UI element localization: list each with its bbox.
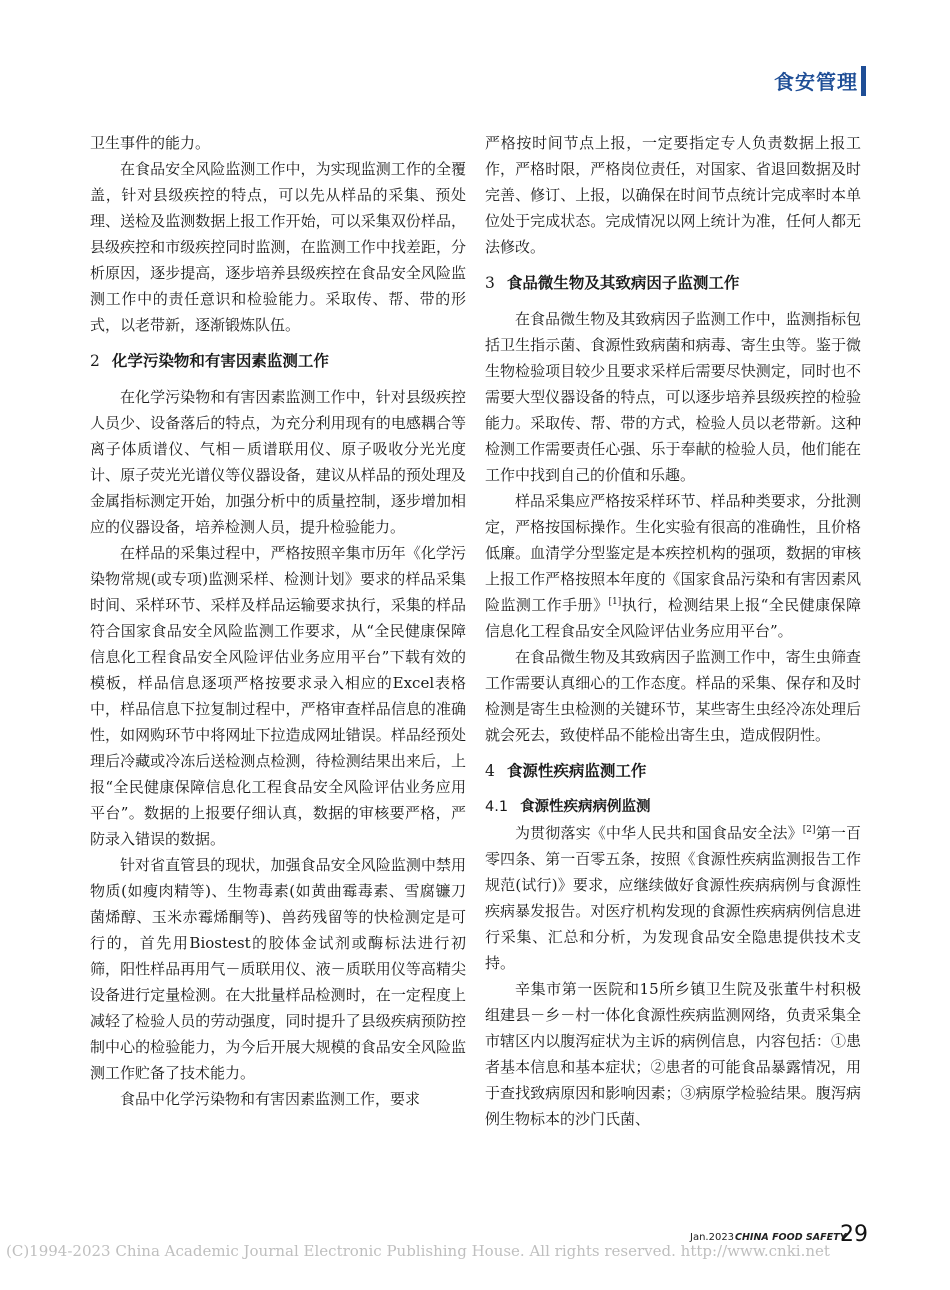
heading-title: 食源性疾病病例监测: [520, 799, 651, 815]
paragraph: 在食品微生物及其致病因子监测工作中，监测指标包括卫生指示菌、食源性致病菌和病毒、寄生虫等。鉴于微生物检验项目较少且要求采样后需要尽快测定，同时也不需要大型仪器设备的特点，可以逐步培养县级疾控的检验能力。采取传、帮、带的方式，检验人员以老带新。这种检测工作需要责任心强、乐于奉献的检验人员，他们能在工作中找到自己的价值和乐趣。: [485, 310, 861, 484]
section-heading-3: [485, 270, 861, 296]
paragraph: 辛集市第一医院和15所乡镇卫生院及张董牛村积极组建县－乡－村一体化食源性疾病监测网络，负责采集全市辖区内以腹泻症状为主诉的病例信息，内容包括：①患者基本信息和基本症状；②患者的可能食品暴露情况，用于查找致病原因和影响因素；③病原学检验结果。腹泻病例生物标本的沙门氏菌、: [485, 980, 861, 1128]
paragraph: 在样品的采集过程中，严格按照辛集市历年《化学污染物常规(或专项)监测采样、检测计划》要求的样品采集时间、采样环节、采样及样品运输要求执行，采集的样品符合国家食品安全风险监测工作要求，从“全民健康保障信息化工程食品安全风险评估业务应用平台”下载有效的模板，样品信息逐项严格按要求录入相应的Excel表格中，样品信息下拉复制过程中，严格审查样品信息的准确性，如网购环节中将网址下拉造成网址错误。样品经预处理后冷藏或冷冻后送检测点检测，待检测结果出来后，上报“全民健康保障信息化工程食品安全风险评估业务应用平台”。数据的上报要仔细认真，数据的审核要严格，严防录入错误的数据。: [90, 544, 466, 848]
heading-number: 4.1: [485, 799, 509, 815]
section-tag: 食安管理: [774, 70, 858, 94]
paragraph: 在食品微生物及其致病因子监测工作中，寄生虫筛查工作需要认真细心的工作态度。样品的采集、保存和及时检测是寄生虫检测的关键环节，某些寄生虫经冷冻处理后就会死去，致使样品不能检出寄生虫，造成假阴性。: [485, 648, 861, 744]
citation-ref: [1]: [608, 597, 622, 607]
text: 第一百零四条、第一百零五条，按照《食源性疾病监测报告工作规范(试行)》要求，应继续做好食源性疾病病例与食源性疾病暴发报告。对医疗机构发现的食源性疾病病例信息进行采集、汇总和分析，为发现食品安全隐患提供技术支持。: [485, 824, 861, 972]
page-number: 29: [840, 1222, 868, 1247]
footer-issue: Jan.2023: [690, 1232, 735, 1243]
text: 样品采集应严格按采样环节、样品种类要求，分批测定，严格按国标操作。生化实验有很高的准确性，且价格低廉。血清学分型鉴定是本疾控机构的强项，数据的审核上报工作严格按照本年度的《国家食品污染和有害因素风险监测工作手册》: [485, 492, 861, 614]
citation-ref: [2]: [802, 825, 816, 835]
paragraph: 在食品安全风险监测工作中，为实现监测工作的全覆盖，针对县级疾控的特点，可以先从样品的采集、预处理、送检及监测数据上报工作开始，可以采集双份样品，县级疾控和市级疾控同时监测，在监测工作中找差距，分析原因，逐步提高，逐步培养县级疾控在食品安全风险监测工作中的责任意识和检验能力。采取传、帮、带的形式，以老带新，逐渐锻炼队伍。: [90, 160, 466, 334]
section-bar: [861, 66, 866, 96]
paragraph: 严格按时间节点上报，一定要指定专人负责数据上报工作，严格时限，严格岗位责任，对国家、省退回数据及时完善、修订、上报，以确保在时间节点统计完成率时本单位处于完成状态。完成情况以网上统计为准，任何人都无法修改。: [485, 134, 861, 256]
heading-number: 3: [485, 274, 495, 292]
paragraph: [485, 820, 861, 976]
paragraph: 在化学污染物和有害因素监测工作中，针对县级疾控人员少、设备落后的特点，为充分利用现有的电感耦合等离子体质谱仪、气相－质谱联用仪、原子吸收分光光度计、原子荧光光谱仪等仪器设备，建议从样品的预处理及金属指标测定开始，加强分析中的质量控制，逐步增加相应的仪器设备，培养检测人员，提升检验能力。: [90, 388, 466, 536]
right-column: [485, 130, 861, 1132]
section-heading-2: [90, 348, 466, 374]
paragraph: 针对省直管县的现状，加强食品安全风险监测中禁用物质(如瘦肉精等)、生物毒素(如黄曲霉毒素、雪腐镰刀菌烯醇、玉米赤霉烯酮等)、兽药残留等的快检测定是可行的，首先用Biostest的胶体金试剂或酶标法进行初筛，阳性样品再用气－质联用仪、液－质联用仪等高精尖设备进行定量检测。在大批量样品检测时，在一定程度上减轻了检验人员的劳动强度，同时提升了县级疾病预防控制中心的检验能力，为今后开展大规模的食品安全风险监测工作贮备了技术能力。: [90, 856, 466, 1082]
paragraph: 卫生事件的能力。: [90, 134, 211, 152]
text: 为贯彻落实《中华人民共和国食品安全法》: [515, 824, 803, 842]
left-column: [90, 130, 466, 1112]
heading-title: 化学污染物和有害因素监测工作: [111, 352, 329, 370]
subsection-heading-4-1: [485, 794, 861, 820]
copyright-watermark: (C)1994-2023 China Academic Journal Electronic Publishing House. All rights reserved. http://www.cnki.net: [6, 1242, 830, 1260]
paragraph: [485, 488, 861, 644]
heading-title: 食品微生物及其致病因子监测工作: [506, 274, 740, 292]
heading-title: 食源性疾病监测工作: [506, 762, 647, 780]
heading-number: 2: [90, 352, 100, 370]
section-heading-4: [485, 758, 861, 784]
text: 执行，检测结果上报“全民健康保障信息化工程食品安全风险评估业务应用平台”。: [485, 596, 861, 640]
paragraph: 食品中化学污染物和有害因素监测工作，要求: [120, 1090, 421, 1108]
heading-number: 4: [485, 762, 495, 780]
footer-magazine: CHINA FOOD SAFETY: [735, 1232, 847, 1243]
